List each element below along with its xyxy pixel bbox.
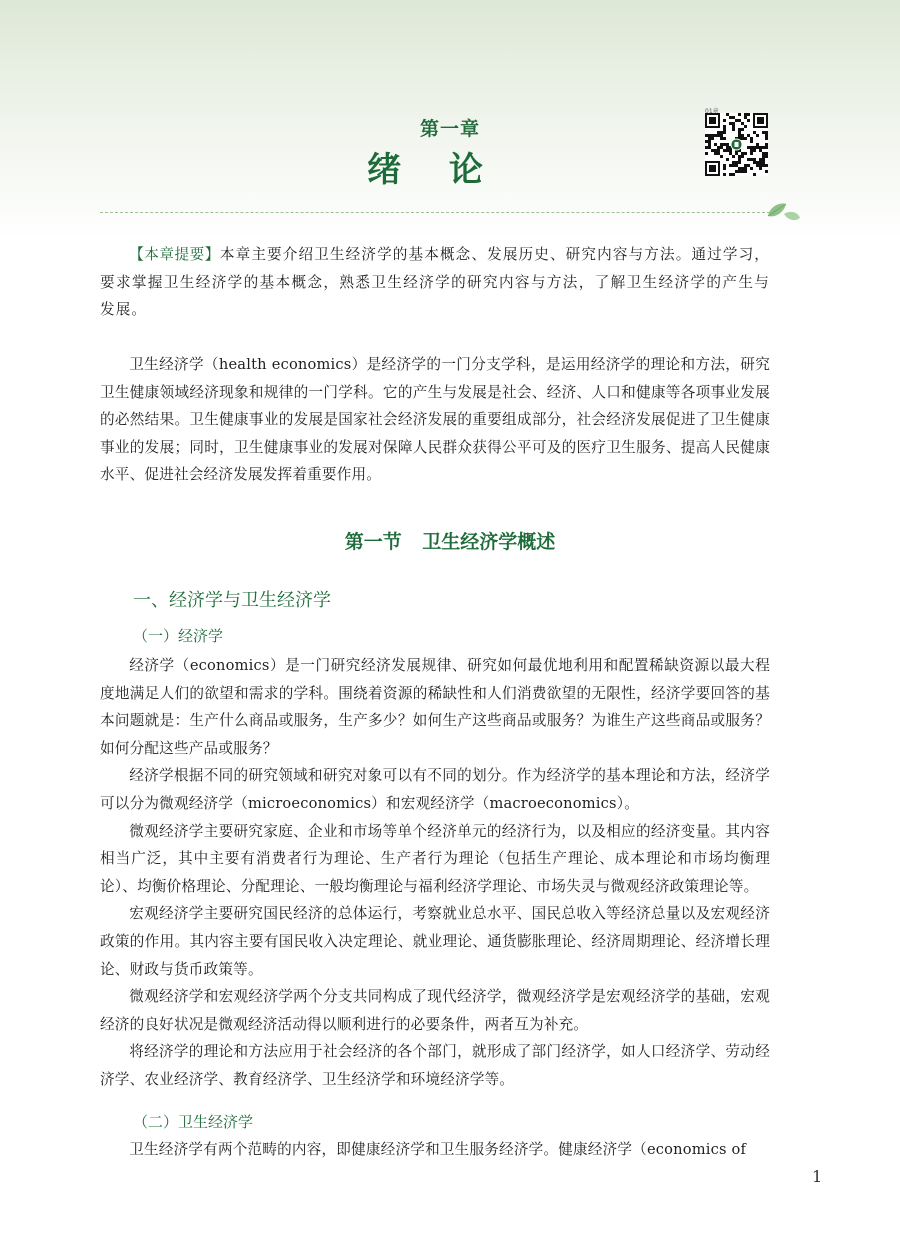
section-heading: 一、经济学与卫生经济学 <box>133 590 331 611</box>
paragraph: 经济学根据不同的研究领域和研究对象可以有不同的划分。作为经济学的基本理论和方法，经济学可以分为微观经济学（microeconomics）和宏观经济学（macroeconomics）。 <box>100 767 770 812</box>
chapter-title: 绪 论 <box>367 150 501 190</box>
leaf-icon <box>762 196 804 230</box>
paragraph: 微观经济学和宏观经济学两个分支共同构成了现代经济学，微观经济学是宏观经济学的基础，宏观经济的良好状况是微观经济活动得以顺利进行的必要条件，两者互为补充。 <box>100 988 770 1033</box>
header-divider <box>100 212 770 213</box>
paragraph: 经济学（economics）是一门研究经济发展规律、研究如何最优地利用和配置稀缺资源以最大程度地满足人们的欲望和需求的学科。围绕着资源的稀缺性和人们消费欲望的无限性，经济学要回答的基本问题就是：生产什么商品或服务，生产多少？如何生产这些商品或服务？为谁生产这些商品或服务？如何分配这些产品或服务？ <box>100 657 770 757</box>
paragraph: 宏观经济学主要研究国民经济的总体运行，考察就业总水平、国民总收入等经济总量以及宏观经济政策的作用。其内容主要有国民收入决定理论、就业理论、通货膨胀理论、经济周期理论、经济增长理论、财政与货币政策等。 <box>100 905 770 978</box>
chapter-label: 第一章 <box>419 118 480 140</box>
chapter-summary <box>100 241 770 324</box>
intro-block <box>100 351 770 489</box>
subsection-health-economics-body <box>100 1136 770 1164</box>
subsection-economics-body <box>100 652 770 1094</box>
qr-caption: 01章 <box>705 108 719 115</box>
section-title: 第一节 卫生经济学概述 <box>344 531 556 553</box>
summary-text: 本章主要介绍卫生经济学的基本概念、发展历史、研究内容与方法。通过学习，要求掌握卫生经济学的基本概念，熟悉卫生经济学的研究内容与方法，了解卫生经济学的产生与发展。 <box>100 246 770 319</box>
paragraph: 卫生经济学有两个范畴的内容，即健康经济学和卫生服务经济学。健康经济学（economics of <box>129 1141 747 1158</box>
paragraph: 微观经济学主要研究家庭、企业和市场等单个经济单元的经济行为，以及相应的经济变量。其内容相当广泛，其中主要有消费者行为理论、生产者行为理论（包括生产理论、成本理论和市场均衡理论）、均衡价格理论、分配理论、一般均衡理论与福利经济学理论、市场失灵与微观经济政策理论等。 <box>100 822 770 895</box>
intro-paragraph: 卫生经济学（health economics）是经济学的一门分支学科，是运用经济学的理论和方法，研究卫生健康领域经济现象和规律的一门学科。它的产生与发展是社会、经济、人口和健康等各项事业发展的必然结果。卫生健康事业的发展是国家社会经济发展的重要组成部分，社会经济发展促进了卫生健康事业的发展；同时，卫生健康事业的发展对保障人民群众获得公平可及的医疗卫生服务、提高人民健康水平、促进社会经济发展发挥着重要作用。 <box>100 356 770 484</box>
summary-tag: 【本章提要】 <box>129 246 220 263</box>
subsection-heading-health-economics: （二）卫生经济学 <box>133 1113 254 1131</box>
qr-code[interactable] <box>705 108 768 180</box>
page-number: 1 <box>812 1167 823 1186</box>
paragraph: 将经济学的理论和方法应用于社会经济的各个部门，就形成了部门经济学，如人口经济学、劳动经济学、农业经济学、教育经济学、卫生经济学和环境经济学等。 <box>100 1043 770 1088</box>
subsection-heading-economics: （一）经济学 <box>133 627 224 645</box>
qr-code-icon <box>705 113 768 176</box>
